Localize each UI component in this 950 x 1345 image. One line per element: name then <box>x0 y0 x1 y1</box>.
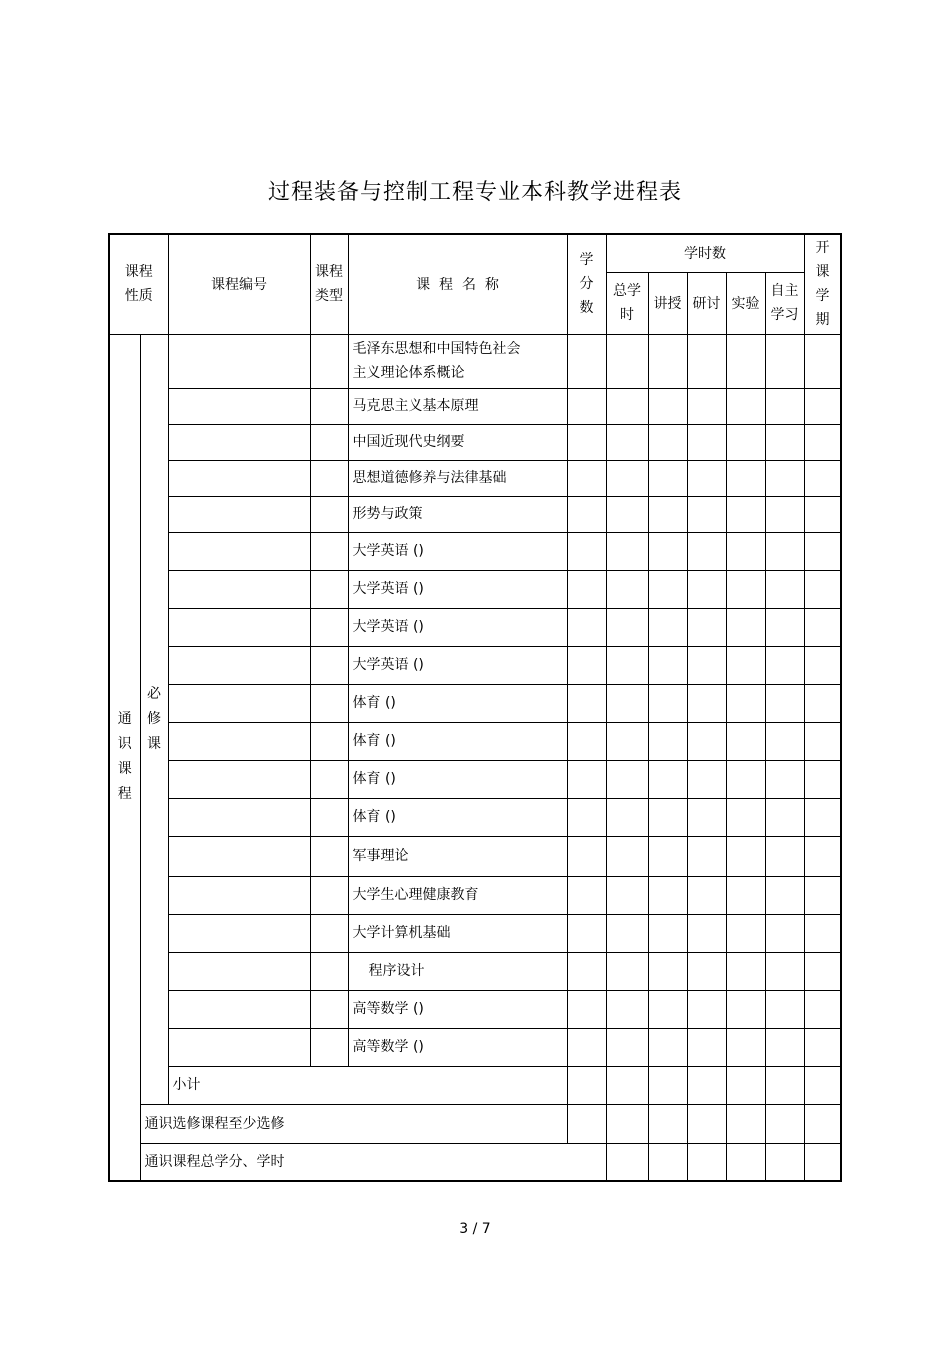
value-cell <box>687 460 726 496</box>
header-hours: 学时数 <box>606 234 804 272</box>
value-cell <box>726 876 765 914</box>
course-type-cell <box>310 646 348 684</box>
course-row <box>109 608 841 646</box>
value-cell <box>648 952 687 990</box>
course-row <box>109 798 841 836</box>
value-cell <box>765 646 804 684</box>
course-row <box>109 424 841 460</box>
value-cell <box>765 798 804 836</box>
value-cell <box>606 424 648 460</box>
course-name-cell: 大学生心理健康教育 <box>348 876 567 914</box>
course-code-cell <box>168 760 310 798</box>
value-cell <box>648 1028 687 1066</box>
course-type-cell <box>310 608 348 646</box>
course-type-cell <box>310 990 348 1028</box>
value-cell <box>567 496 606 532</box>
value-cell <box>804 388 841 424</box>
course-name-cell: 大学英语 () <box>348 608 567 646</box>
course-row <box>109 532 841 570</box>
value-cell <box>648 836 687 876</box>
course-name-cell: 体育 () <box>348 798 567 836</box>
value-cell <box>567 990 606 1028</box>
subtotal-row <box>109 1066 841 1104</box>
value-cell <box>765 1028 804 1066</box>
value-cell <box>606 952 648 990</box>
course-row <box>109 990 841 1028</box>
header-self-study: 自主 学习 <box>765 272 804 334</box>
value-cell <box>726 1028 765 1066</box>
course-type-cell <box>310 684 348 722</box>
value-cell <box>606 496 648 532</box>
value-cell <box>726 722 765 760</box>
subtotal-label: 小计 <box>168 1066 567 1104</box>
value-cell <box>606 684 648 722</box>
value-cell <box>804 1066 841 1104</box>
value-cell <box>726 990 765 1028</box>
value-cell <box>606 1143 648 1181</box>
course-type-cell <box>310 424 348 460</box>
value-cell <box>687 952 726 990</box>
value-cell <box>804 608 841 646</box>
course-code-cell <box>168 608 310 646</box>
page-number: 3 / 7 <box>459 1221 491 1237</box>
course-name-cell: 毛泽东思想和中国特色社会 主义理论体系概论 <box>348 334 567 388</box>
value-cell <box>606 914 648 952</box>
value-cell <box>567 532 606 570</box>
value-cell <box>726 1066 765 1104</box>
value-cell <box>765 760 804 798</box>
value-cell <box>687 990 726 1028</box>
value-cell <box>648 760 687 798</box>
course-code-cell <box>168 460 310 496</box>
value-cell <box>648 798 687 836</box>
total-row <box>109 1143 841 1181</box>
value-cell <box>606 1066 648 1104</box>
course-name-cell: 高等数学 () <box>348 1028 567 1066</box>
value-cell <box>567 1066 606 1104</box>
value-cell <box>726 798 765 836</box>
value-cell <box>804 496 841 532</box>
course-code-cell <box>168 532 310 570</box>
value-cell <box>804 532 841 570</box>
value-cell <box>606 532 648 570</box>
value-cell <box>804 684 841 722</box>
value-cell <box>765 608 804 646</box>
value-cell <box>567 608 606 646</box>
value-cell <box>567 952 606 990</box>
value-cell <box>567 836 606 876</box>
course-name-cell: 大学计算机基础 <box>348 914 567 952</box>
value-cell <box>687 1143 726 1181</box>
value-cell <box>804 460 841 496</box>
value-cell <box>648 388 687 424</box>
value-cell <box>687 1028 726 1066</box>
course-name-cell: 中国近现代史纲要 <box>348 424 567 460</box>
value-cell <box>606 798 648 836</box>
course-row <box>109 722 841 760</box>
course-name-cell: 高等数学 () <box>348 990 567 1028</box>
value-cell <box>765 424 804 460</box>
course-row <box>109 684 841 722</box>
course-name-cell: 大学英语 () <box>348 570 567 608</box>
value-cell <box>687 608 726 646</box>
value-cell <box>648 532 687 570</box>
value-cell <box>606 460 648 496</box>
value-cell <box>765 876 804 914</box>
header-lecture: 讲授 <box>648 272 687 334</box>
course-name-cell: 形势与政策 <box>348 496 567 532</box>
header-seminar: 研讨 <box>687 272 726 334</box>
value-cell <box>606 1028 648 1066</box>
value-cell <box>648 1143 687 1181</box>
value-cell <box>765 684 804 722</box>
header-course-type: 课程 类型 <box>310 234 348 334</box>
value-cell <box>648 570 687 608</box>
value-cell <box>687 1104 726 1143</box>
value-cell <box>648 990 687 1028</box>
elective-label: 通识选修课程至少选修 <box>140 1104 567 1143</box>
course-row <box>109 570 841 608</box>
value-cell <box>648 496 687 532</box>
value-cell <box>726 496 765 532</box>
course-type-cell <box>310 496 348 532</box>
course-type-cell <box>310 722 348 760</box>
value-cell <box>804 914 841 952</box>
value-cell <box>606 646 648 684</box>
value-cell <box>687 722 726 760</box>
course-code-cell <box>168 798 310 836</box>
value-cell <box>765 836 804 876</box>
course-row <box>109 914 841 952</box>
value-cell <box>765 532 804 570</box>
value-cell <box>606 608 648 646</box>
value-cell <box>726 532 765 570</box>
value-cell <box>687 424 726 460</box>
value-cell <box>726 836 765 876</box>
value-cell <box>765 914 804 952</box>
value-cell <box>567 914 606 952</box>
elective-row <box>109 1104 841 1143</box>
value-cell <box>606 722 648 760</box>
course-row <box>109 836 841 876</box>
value-cell <box>687 496 726 532</box>
value-cell <box>606 836 648 876</box>
value-cell <box>606 334 648 388</box>
value-cell <box>804 722 841 760</box>
value-cell <box>726 608 765 646</box>
value-cell <box>648 334 687 388</box>
value-cell <box>726 570 765 608</box>
value-cell <box>804 760 841 798</box>
value-cell <box>567 460 606 496</box>
value-cell <box>726 684 765 722</box>
course-row <box>109 496 841 532</box>
value-cell <box>765 990 804 1028</box>
value-cell <box>567 876 606 914</box>
value-cell <box>765 1066 804 1104</box>
value-cell <box>726 952 765 990</box>
course-name-cell: 大学英语 () <box>348 532 567 570</box>
course-code-cell <box>168 914 310 952</box>
course-code-cell <box>168 496 310 532</box>
value-cell <box>726 424 765 460</box>
value-cell <box>567 570 606 608</box>
course-type-cell <box>310 1028 348 1066</box>
value-cell <box>648 876 687 914</box>
course-type-cell <box>310 388 348 424</box>
course-name-cell: 程序设计 <box>348 952 567 990</box>
value-cell <box>804 1028 841 1066</box>
course-name-cell: 体育 () <box>348 760 567 798</box>
header-credits: 学 分 数 <box>567 234 606 334</box>
course-code-cell <box>168 388 310 424</box>
value-cell <box>726 460 765 496</box>
value-cell <box>687 532 726 570</box>
course-code-cell <box>168 722 310 760</box>
value-cell <box>567 798 606 836</box>
course-name-cell: 大学英语 () <box>348 646 567 684</box>
course-code-cell <box>168 570 310 608</box>
total-label: 通识课程总学分、学时 <box>140 1143 606 1181</box>
value-cell <box>687 914 726 952</box>
value-cell <box>648 460 687 496</box>
subcategory-required: 必 修 课 <box>140 334 168 1104</box>
header-semester: 开 课 学 期 <box>804 234 841 334</box>
value-cell <box>726 1104 765 1143</box>
value-cell <box>765 722 804 760</box>
value-cell <box>765 334 804 388</box>
course-code-cell <box>168 334 310 388</box>
value-cell <box>606 1104 648 1143</box>
value-cell <box>567 388 606 424</box>
value-cell <box>726 914 765 952</box>
value-cell <box>567 1104 606 1143</box>
course-type-cell <box>310 760 348 798</box>
value-cell <box>765 496 804 532</box>
course-type-cell <box>310 876 348 914</box>
value-cell <box>567 334 606 388</box>
course-code-cell <box>168 1028 310 1066</box>
header-course-nature: 课程 性质 <box>109 234 168 334</box>
value-cell <box>687 836 726 876</box>
course-row <box>109 646 841 684</box>
value-cell <box>567 424 606 460</box>
header-experiment: 实验 <box>726 272 765 334</box>
value-cell <box>726 388 765 424</box>
course-type-cell <box>310 532 348 570</box>
value-cell <box>606 876 648 914</box>
value-cell <box>648 646 687 684</box>
value-cell <box>687 646 726 684</box>
course-code-cell <box>168 836 310 876</box>
course-type-cell <box>310 952 348 990</box>
value-cell <box>804 1104 841 1143</box>
course-name-cell: 军事理论 <box>348 836 567 876</box>
value-cell <box>687 1066 726 1104</box>
header-course-code: 课程编号 <box>168 234 310 334</box>
value-cell <box>606 760 648 798</box>
value-cell <box>687 876 726 914</box>
value-cell <box>687 388 726 424</box>
course-type-cell <box>310 570 348 608</box>
value-cell <box>804 798 841 836</box>
value-cell <box>804 334 841 388</box>
value-cell <box>648 722 687 760</box>
value-cell <box>765 1143 804 1181</box>
value-cell <box>648 424 687 460</box>
course-name-cell: 思想道德修养与法律基础 <box>348 460 567 496</box>
value-cell <box>606 990 648 1028</box>
document-title: 过程装备与控制工程专业本科教学进程表 <box>267 180 682 205</box>
value-cell <box>606 570 648 608</box>
value-cell <box>804 570 841 608</box>
course-row <box>109 334 841 388</box>
category-general-courses: 通 识 课 程 <box>109 334 140 1181</box>
course-code-cell <box>168 876 310 914</box>
course-code-cell <box>168 684 310 722</box>
value-cell <box>567 760 606 798</box>
value-cell <box>765 952 804 990</box>
value-cell <box>726 1143 765 1181</box>
value-cell <box>765 570 804 608</box>
value-cell <box>687 798 726 836</box>
value-cell <box>687 570 726 608</box>
course-row <box>109 876 841 914</box>
course-code-cell <box>168 952 310 990</box>
course-name-cell: 体育 () <box>348 684 567 722</box>
teaching-schedule-table <box>108 233 842 1182</box>
value-cell <box>765 388 804 424</box>
course-name-cell: 体育 () <box>348 722 567 760</box>
value-cell <box>804 990 841 1028</box>
course-row <box>109 760 841 798</box>
value-cell <box>567 722 606 760</box>
course-name-cell: 马克思主义基本原理 <box>348 388 567 424</box>
course-type-cell <box>310 334 348 388</box>
value-cell <box>726 760 765 798</box>
course-row <box>109 952 841 990</box>
value-cell <box>687 760 726 798</box>
course-type-cell <box>310 836 348 876</box>
course-code-cell <box>168 646 310 684</box>
value-cell <box>606 388 648 424</box>
value-cell <box>648 1066 687 1104</box>
course-type-cell <box>310 914 348 952</box>
value-cell <box>765 460 804 496</box>
course-row <box>109 1028 841 1066</box>
value-cell <box>648 684 687 722</box>
value-cell <box>726 334 765 388</box>
value-cell <box>567 1028 606 1066</box>
value-cell <box>648 1104 687 1143</box>
course-code-cell <box>168 424 310 460</box>
course-code-cell <box>168 990 310 1028</box>
value-cell <box>804 952 841 990</box>
course-row <box>109 460 841 496</box>
value-cell <box>567 684 606 722</box>
header-course-name: 课 程 名 称 <box>348 234 567 334</box>
value-cell <box>804 1143 841 1181</box>
course-type-cell <box>310 460 348 496</box>
value-cell <box>804 646 841 684</box>
value-cell <box>687 334 726 388</box>
value-cell <box>726 646 765 684</box>
course-type-cell <box>310 798 348 836</box>
value-cell <box>648 608 687 646</box>
value-cell <box>687 684 726 722</box>
value-cell <box>765 1104 804 1143</box>
header-total-hours: 总学 时 <box>606 272 648 334</box>
value-cell <box>804 836 841 876</box>
value-cell <box>804 424 841 460</box>
value-cell <box>648 914 687 952</box>
value-cell <box>567 646 606 684</box>
value-cell <box>804 876 841 914</box>
course-row <box>109 388 841 424</box>
